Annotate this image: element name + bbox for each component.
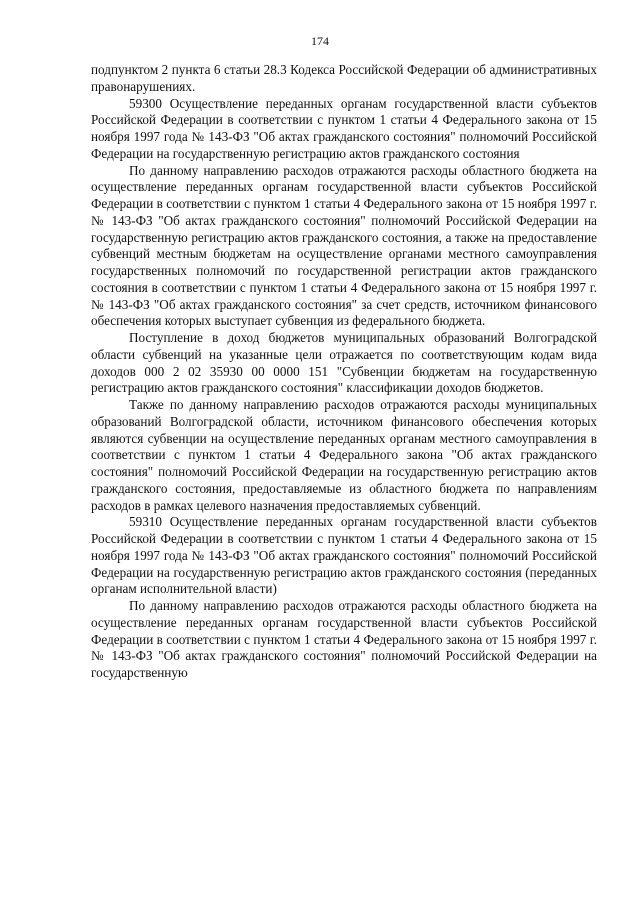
paragraph-municipal-expenses: Также по данному направлению расходов отражаются расходы муниципальных образований Волгоградской области, источником финансового обеспечения которых являются субвенции на осуществление переданных органам местного самоуправления в соответствии с пунктом 1 статьи 4 Федерального закона "Об актах гражданского состояния" полномочий Российской Федерации на государственную регистрацию актов гражданского состояния, предоставляемые из областного бюджета по направлениям расходов в рамках целевого назначения предоставляемых субвенций.	[91, 397, 597, 513]
paragraph-59300-description: По данному направлению расходов отражаются расходы областного бюджета на осуществление переданных органам государственной власти субъектов Российской Федерации в соответствии с пунктом 1 статьи 4 Федерального закона от 15 ноября 1997 г. № 143-ФЗ "Об актах гражданского состояния" полномочий Российской Федерации на государственную регистрацию актов гражданского состояния, а также на предоставление субвенций местным бюджетам на осуществление органами местного самоуправления государственных полномочий по государственной регистрации актов гражданского состояния в соответствии с пунктом 1 статьи 4 Федерального закона от 15 ноября 1997 г. № 143-ФЗ "Об актах гражданского состояния" за счет средств, источником финансового обеспечения которых выступает субвенция из федерального бюджета.	[91, 162, 597, 329]
document-body	[91, 62, 597, 682]
paragraph-heading-59310: 59310 Осуществление переданных органам государственной власти субъектов Российской Федерации в соответствии с пунктом 1 статьи 4 Федерального закона от 15 ноября 1997 года № 143-ФЗ "Об актах гражданского состояния" полномочий Российской Федерации на государственную регистрацию актов гражданского состояния (переданных органам исполнительной власти)	[91, 514, 597, 597]
paragraph-heading-59300: 59300 Осуществление переданных органам государственной власти субъектов Российской Федерации в соответствии с пунктом 1 статьи 4 Федерального закона от 15 ноября 1997 года № 143-ФЗ "Об актах гражданского состояния" полномочий Российской Федерации на государственную регистрацию актов гражданского состояния	[91, 95, 597, 161]
paragraph-59310-description: По данному направлению расходов отражаются расходы областного бюджета на осуществление переданных органам государственной власти субъектов Российской Федерации в соответствии с пунктом 1 статьи 4 Федерального закона от 15 ноября 1997 г. № 143-ФЗ "Об актах гражданского состояния" полномочий Российской Федерации на государственную	[91, 598, 597, 680]
page-number: 174	[311, 34, 329, 48]
paragraph-continuation: подпунктом 2 пункта 6 статьи 28.3 Кодекса Российской Федерации об административных правонарушениях.	[91, 62, 597, 94]
paragraph-revenue-codes: Поступление в доход бюджетов муниципальных образований Волгоградской области субвенций на указанные цели отражается по соответствующим кодам вида доходов 000 2 02 35930 00 0000 151 "Субвенции бюджетам на государственную регистрацию актов гражданского состояния" классификации доходов бюджетов.	[91, 330, 597, 396]
